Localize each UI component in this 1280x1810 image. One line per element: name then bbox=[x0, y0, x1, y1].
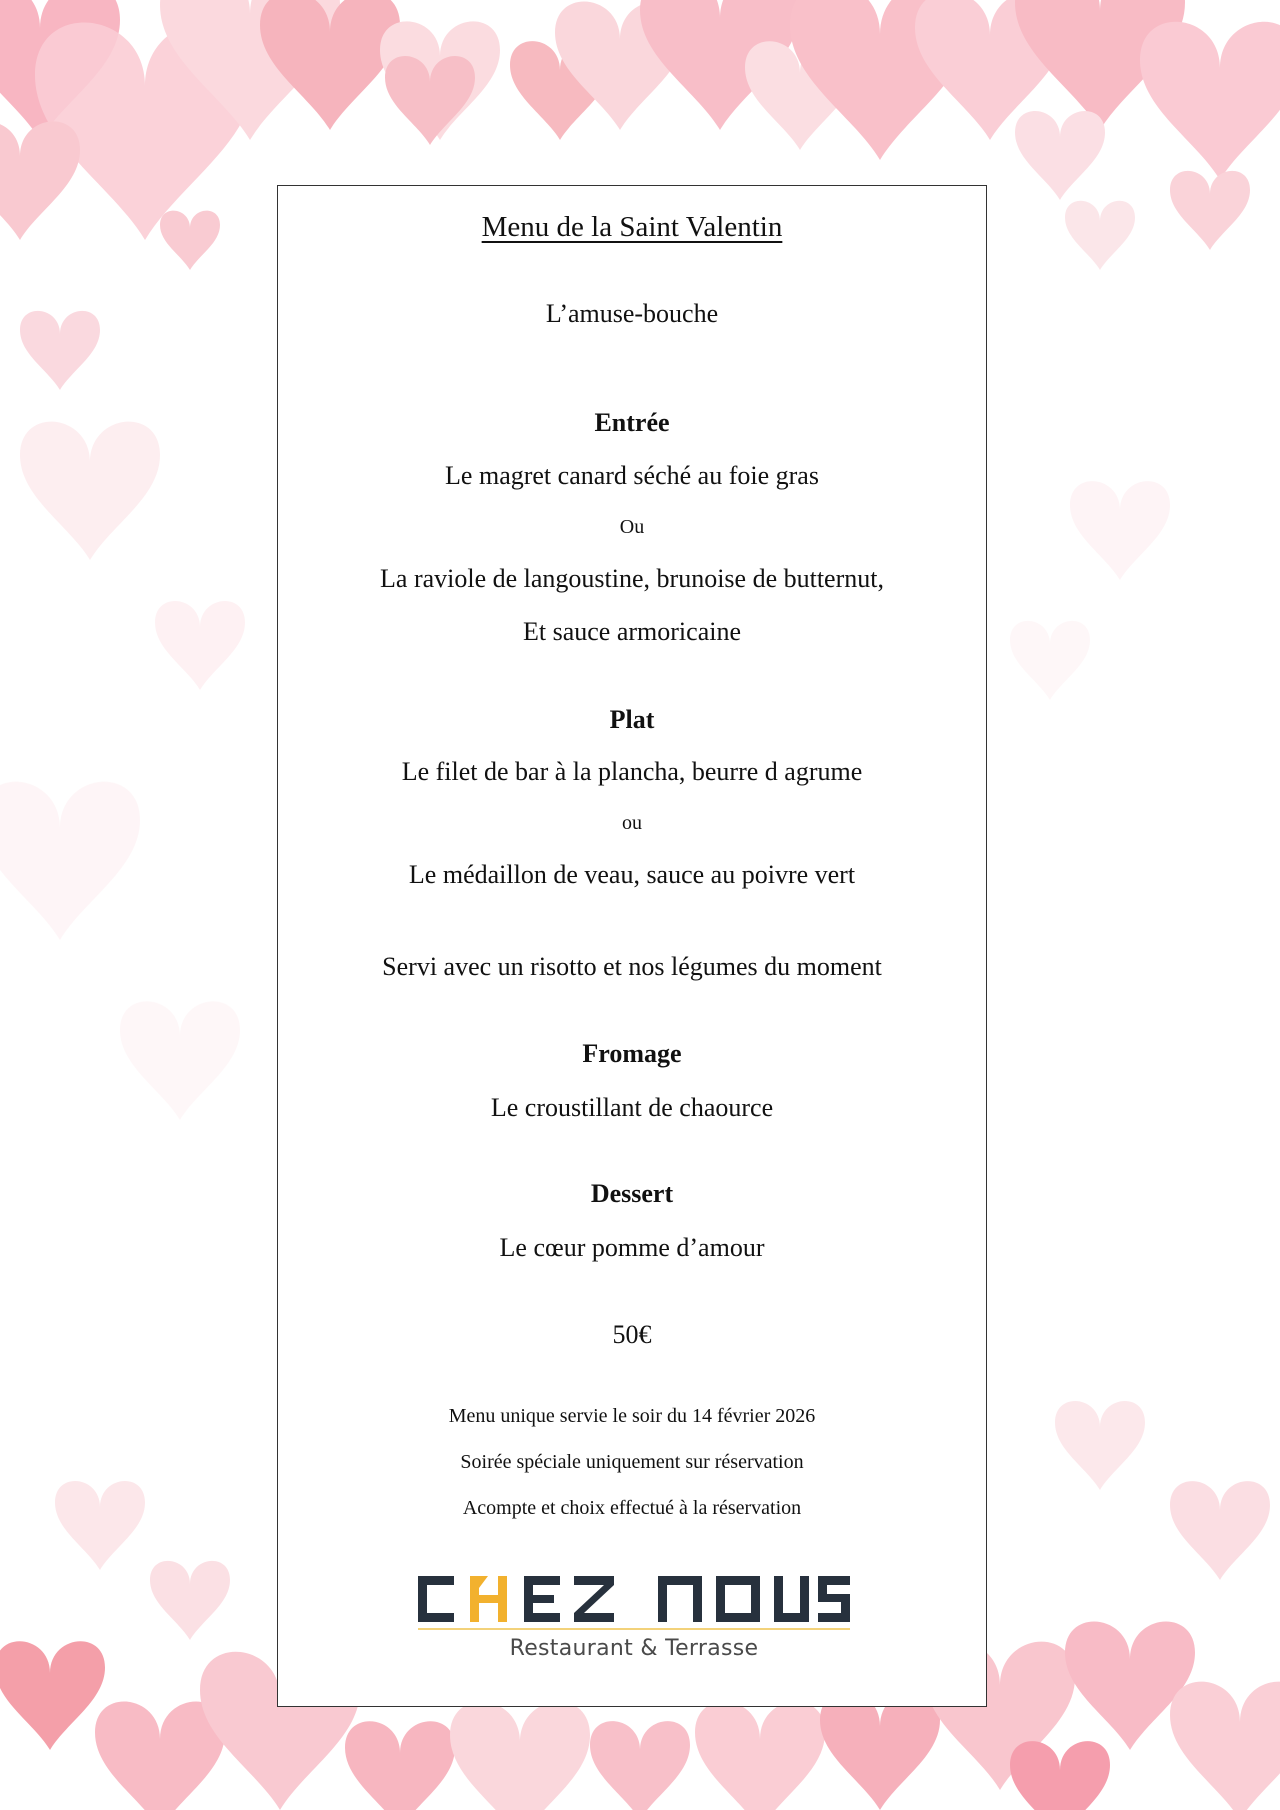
note-reservation: Soirée spéciale uniquement sur réservation bbox=[460, 1451, 804, 1473]
entree-option-2-line-1: La raviole de langoustine, brunoise de butternut, bbox=[380, 564, 884, 593]
fromage-heading: Fromage bbox=[582, 1039, 682, 1068]
chez-nous-logo bbox=[418, 1574, 850, 1666]
dessert-heading: Dessert bbox=[590, 1179, 674, 1208]
plat-separator: ou bbox=[622, 812, 642, 834]
plat-option-2: Le médaillon de veau, sauce au poivre vert bbox=[408, 860, 856, 889]
plat-option-1: Le filet de bar à la plancha, beurre d agrume bbox=[401, 757, 863, 786]
price: 50€ bbox=[612, 1320, 652, 1349]
entree-heading: Entrée bbox=[594, 408, 670, 437]
fromage-item: Le croustillant de chaource bbox=[490, 1093, 774, 1122]
entree-option-1: Le magret canard séché au foie gras bbox=[445, 461, 819, 490]
chez-nous-wordmark bbox=[418, 1574, 850, 1626]
note-deposit: Acompte et choix effectué à la réservation bbox=[462, 1497, 802, 1519]
plat-accompaniment: Servi avec un risotto et nos légumes du moment bbox=[382, 952, 882, 981]
logo-subtitle: Restaurant & Terrasse bbox=[509, 1636, 759, 1661]
entree-separator: Ou bbox=[619, 516, 645, 538]
dessert-item: Le cœur pomme d’amour bbox=[499, 1233, 765, 1262]
menu-card bbox=[277, 185, 987, 1707]
logo-underline bbox=[418, 1628, 850, 1630]
note-date: Menu unique servie le soir du 14 février 2026 bbox=[448, 1405, 816, 1427]
amuse-bouche: L’amuse-bouche bbox=[545, 299, 719, 328]
entree-option-2-line-2: Et sauce armoricaine bbox=[523, 617, 741, 646]
menu-title: Menu de la Saint Valentin bbox=[481, 211, 783, 243]
plat-heading: Plat bbox=[609, 705, 655, 734]
